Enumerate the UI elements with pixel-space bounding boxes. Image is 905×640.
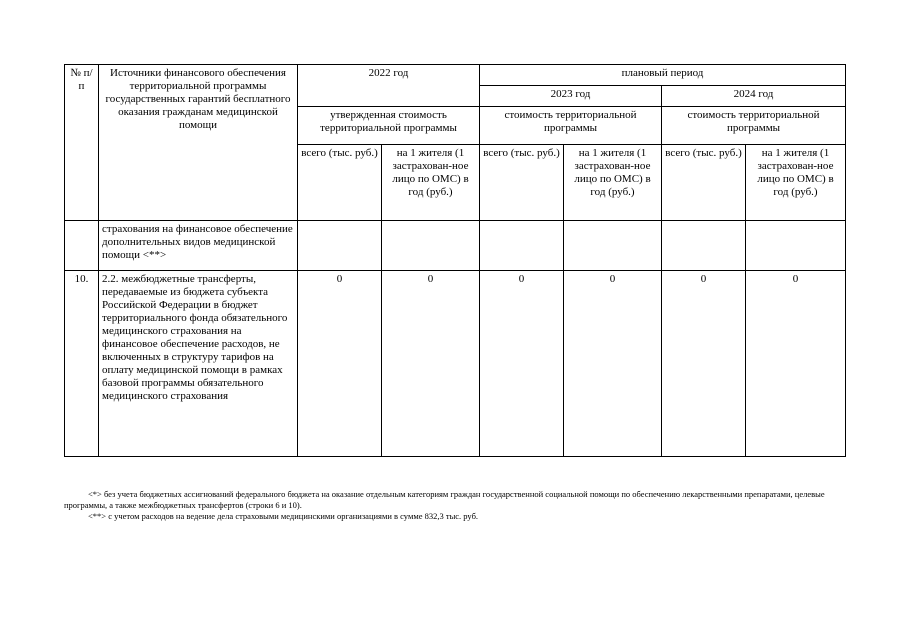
table-row <box>65 271 846 457</box>
header-per-resident-2022: на 1 жителя (1 застрахован-ное лицо по ОМС) в год (руб.) <box>382 145 480 221</box>
header-year-2022: 2022 год <box>298 65 480 107</box>
header-total-2024: всего (тыс. руб.) <box>662 145 746 221</box>
table-row <box>65 221 846 271</box>
header-per-resident-2023: на 1 жителя (1 застрахован-ное лицо по ОМС) в год (руб.) <box>564 145 662 221</box>
header-cost-2024: стоимость территориальной программы <box>662 107 846 145</box>
footnote-2: <**> с учетом расходов на ведение дела страховыми медицинскими организациями в сумме 832,3 тыс. руб. <box>88 511 479 521</box>
row-num <box>65 221 99 271</box>
header-year-2023: 2023 год <box>480 86 662 107</box>
header-total-2022: всего (тыс. руб.) <box>298 145 382 221</box>
row-value: 0 <box>564 271 662 457</box>
row-value: 0 <box>382 271 480 457</box>
row-value <box>480 221 564 271</box>
header-year-2024: 2024 год <box>662 86 846 107</box>
header-per-resident-2024: на 1 жителя (1 застрахован-ное лицо по ОМС) в год (руб.) <box>746 145 846 221</box>
row-value: 0 <box>298 271 382 457</box>
header-total-2023: всего (тыс. руб.) <box>480 145 564 221</box>
row-value: 0 <box>480 271 564 457</box>
header-approved-cost: утвержденная стоимость территориальной программы <box>298 107 480 145</box>
header-cost-2023: стоимость территориальной программы <box>480 107 662 145</box>
row-value: 0 <box>662 271 746 457</box>
footnote-1: <*> без учета бюджетных ассигнований федерального бюджета на оказание отдельным категориям граждан государственной социальной помощи по обеспечению лекарственными препаратами, целевые программы, а также межбюджетных трансфертов (строки 6 и 10). <box>64 489 825 510</box>
row-value <box>382 221 480 271</box>
row-text: 2.2. межбюджетные трансферты, передаваемые из бюджета субъекта Российской Федерации в бюджет территориального фонда обязательного медицинского страхования на финансовое обеспечение расходов, не включенных в структуру тарифов на оплату медицинской помощи в рамках базовой программы обязательного медицинского страхования <box>99 271 298 457</box>
row-value <box>746 221 846 271</box>
row-text: страхования на финансовое обеспечение дополнительных видов медицинской помощи <**> <box>99 221 298 271</box>
row-value: 0 <box>746 271 846 457</box>
header-planned-period: плановый период <box>480 65 846 86</box>
financing-table <box>64 64 846 457</box>
row-value <box>564 221 662 271</box>
footnotes <box>64 489 849 522</box>
header-num: № п/п <box>65 65 99 221</box>
row-value <box>298 221 382 271</box>
row-num: 10. <box>65 271 99 457</box>
row-value <box>662 221 746 271</box>
header-source: Источники финансового обеспечения территориальной программы государственных гарантий бесплатного оказания гражданам медицинской помощи <box>99 65 298 221</box>
